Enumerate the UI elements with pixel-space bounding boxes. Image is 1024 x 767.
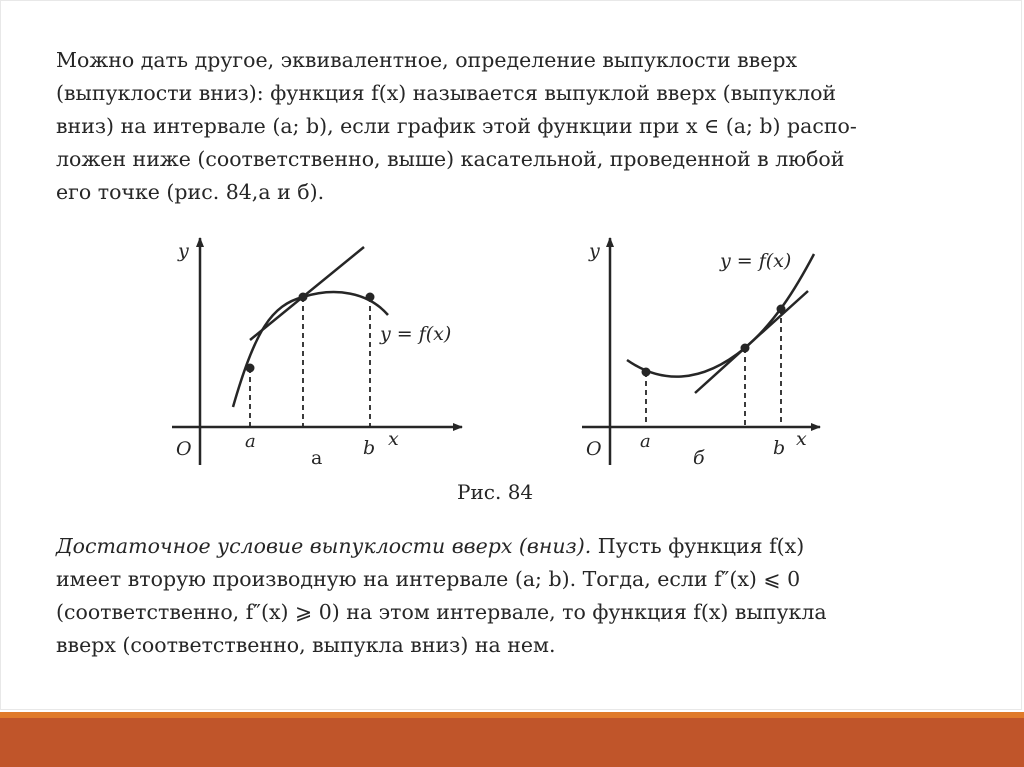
point-b-label: b: [363, 437, 376, 459]
figure-caption: Рис. 84: [457, 480, 534, 504]
point-a-label: a: [640, 431, 651, 452]
tangent-point: [741, 344, 749, 352]
condition-text: Пусть функция f(x): [591, 534, 805, 558]
point-a: [642, 368, 650, 376]
sufficient-condition-paragraph: [56, 530, 934, 662]
tangent-point: [299, 293, 307, 301]
text-line: вверх (соответственно, выпукла вниз) на нем.: [56, 633, 556, 657]
figure-sublabel-b: б: [693, 447, 705, 469]
curve-label: y = f(x): [380, 323, 452, 345]
figure-sublabel-a: а: [311, 447, 323, 469]
text-line: его точке (рис. 84,а и б).: [56, 180, 325, 204]
point-a-label: a: [245, 431, 256, 452]
x-axis-label: x: [388, 428, 399, 450]
text-line-1: [56, 530, 934, 563]
curve: [233, 292, 388, 407]
text-line: Можно дать другое, эквивалентное, определение выпуклости вверх: [56, 48, 798, 72]
x-axis-label: x: [796, 428, 807, 450]
text-line: ложен ниже (соответственно, выше) касательной, проведенной в любой: [56, 147, 845, 171]
origin-label: O: [176, 438, 192, 460]
tangent-line: [695, 291, 808, 393]
point-b: [777, 305, 785, 313]
text-line: (соответственно, f″(x) ⩾ 0) на этом интервале, то функция f(x) выпукла: [56, 600, 827, 624]
text-line: вниз) на интервале (a; b), если график этой функции при x ∈ (a; b) распо-: [56, 114, 857, 138]
y-axis-label: y: [178, 240, 189, 262]
text-line: имеет вторую производную на интервале (a; b). Тогда, если f″(x) ⩽ 0: [56, 567, 801, 591]
graph-convex-up: [172, 238, 462, 465]
text-line: (выпуклости вниз): функция f(x) называется выпуклой вверх (выпуклой: [56, 81, 837, 105]
origin-label: O: [586, 438, 602, 460]
graph-convex-down: [582, 238, 820, 465]
point-b-label: b: [773, 437, 786, 459]
curve-label: y = f(x): [720, 250, 792, 272]
condition-title: Достаточное условие выпуклости вверх (вниз).: [56, 534, 592, 558]
footer-bar: [0, 718, 1024, 767]
y-axis-label: y: [589, 240, 600, 262]
point-b: [366, 293, 374, 301]
point-a: [246, 364, 254, 372]
curve: [627, 254, 814, 377]
